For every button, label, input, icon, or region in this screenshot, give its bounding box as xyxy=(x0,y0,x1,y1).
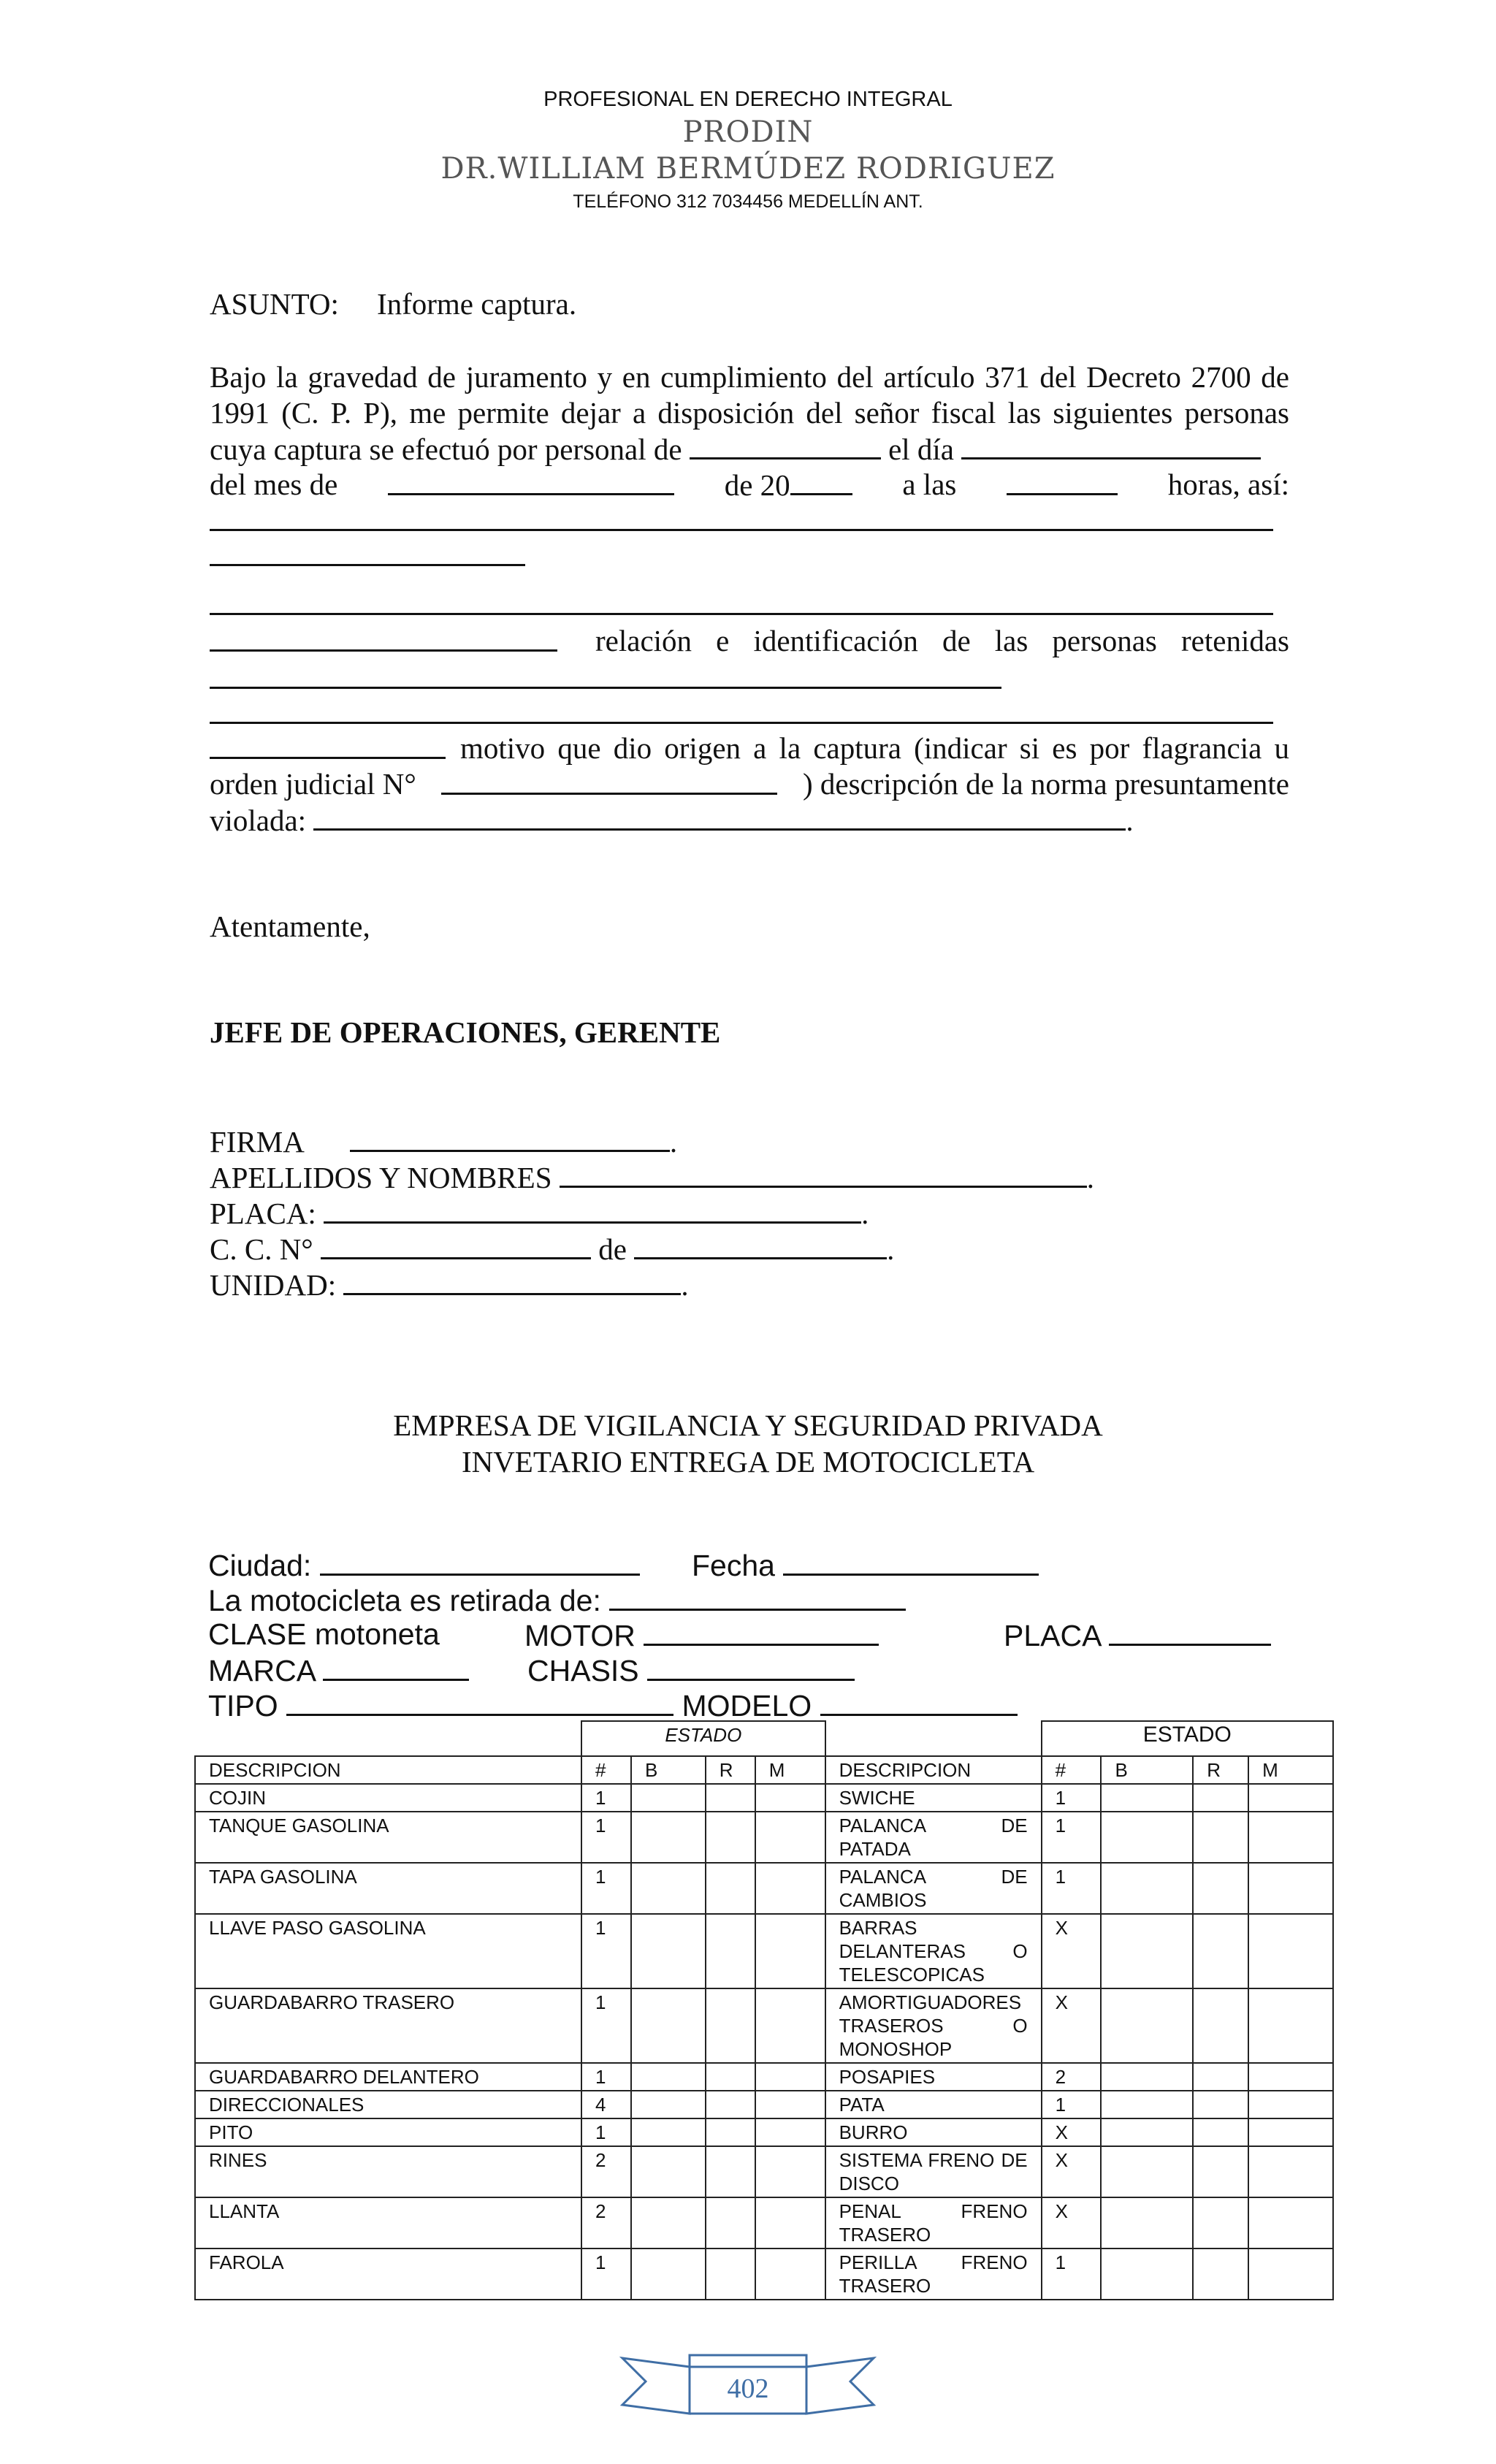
item-left-desc: DIRECCIONALES xyxy=(195,2091,581,2118)
asunto-label: ASUNTO: xyxy=(210,287,339,321)
chasis-row xyxy=(527,1652,855,1688)
estado-b-cell[interactable] xyxy=(1101,2249,1193,2300)
estado-r-cell[interactable] xyxy=(1193,1812,1248,1863)
retirada-label: La motocicleta es retirada de: xyxy=(208,1584,601,1617)
estado-header-left: ESTADO xyxy=(581,1721,825,1756)
estado-r-cell[interactable] xyxy=(1193,2249,1248,2300)
estado-b-cell[interactable] xyxy=(1101,2197,1193,2249)
estado-b-cell[interactable] xyxy=(1101,1812,1193,1863)
estado-m-cell[interactable] xyxy=(1248,2063,1333,2091)
violada-line: violada: . xyxy=(210,804,1134,837)
col-m-left: M xyxy=(755,1756,825,1784)
estado-r-cell[interactable] xyxy=(1193,1914,1248,1988)
item-right-desc: POSAPIES xyxy=(825,2063,1042,2091)
estado-b-cell[interactable] xyxy=(631,1914,706,1988)
personal-blank[interactable] xyxy=(690,431,881,459)
firma-label: FIRMA xyxy=(210,1125,305,1159)
moto-placa-blank[interactable] xyxy=(1109,1617,1271,1646)
header-phone: TELÉFONO 312 7034456 MEDELLÍN ANT. xyxy=(573,191,923,212)
cc-line: C. C. N° de . xyxy=(210,1232,895,1266)
item-right-desc: PALANCA DE PATADA xyxy=(825,1812,1042,1863)
item-right-count: X xyxy=(1042,2118,1102,2146)
item-left-count: 4 xyxy=(581,2091,631,2118)
estado-m-cell[interactable] xyxy=(1248,1988,1333,2063)
estado-m-cell[interactable] xyxy=(755,1812,825,1863)
orden-blank[interactable] xyxy=(441,766,777,795)
table-row xyxy=(195,1812,1333,1863)
item-left-count: 1 xyxy=(581,2063,631,2091)
inventory-title: INVETARIO ENTREGA DE MOTOCICLETA xyxy=(461,1445,1035,1479)
firma-line: FIRMA . xyxy=(210,1125,678,1159)
col-r-left: R xyxy=(706,1756,755,1784)
item-left-count: 1 xyxy=(581,1784,631,1812)
report-line-2: 1991 (C. P. P), me permite dejar a disposición del señor fiscal las siguientes personas xyxy=(210,396,1289,430)
estado-r-cell[interactable] xyxy=(706,2063,755,2091)
asunto-value: Informe captura. xyxy=(376,287,577,321)
marca-row xyxy=(208,1652,469,1688)
header-acronym: PRODIN xyxy=(682,115,814,149)
ciudad-blank[interactable] xyxy=(320,1547,640,1576)
cc-de-label: de xyxy=(598,1232,627,1266)
estado-r-cell[interactable] xyxy=(706,1988,755,2063)
item-right-count: 2 xyxy=(1042,2063,1102,2091)
apellidos-line: APELLIDOS Y NOMBRES . xyxy=(210,1161,1094,1194)
unidad-label: UNIDAD: xyxy=(210,1268,337,1302)
fecha-blank[interactable] xyxy=(783,1547,1039,1576)
report-line-3 xyxy=(210,431,1289,468)
captura-personal-label: cuya captura se efectuó por personal de xyxy=(210,432,682,466)
estado-b-cell[interactable] xyxy=(631,1784,706,1812)
item-right-desc: BURRO xyxy=(825,2118,1042,2146)
firma-blank[interactable] xyxy=(350,1124,670,1152)
estado-m-cell[interactable] xyxy=(755,2118,825,2146)
estado-b-cell[interactable] xyxy=(631,2091,706,2118)
item-right-count: 1 xyxy=(1042,2249,1102,2300)
estado-b-cell[interactable] xyxy=(631,2146,706,2197)
estado-m-cell[interactable] xyxy=(1248,2249,1333,2300)
estado-m-cell[interactable] xyxy=(1248,2118,1333,2146)
item-left-count: 1 xyxy=(581,1863,631,1914)
tipo-row xyxy=(208,1687,1018,1723)
item-left-desc: LLAVE PASO GASOLINA xyxy=(195,1914,581,1988)
item-left-count: 2 xyxy=(581,2146,631,2197)
estado-b-cell[interactable] xyxy=(1101,2091,1193,2118)
estado-m-cell[interactable] xyxy=(1248,2197,1333,2249)
estado-m-cell[interactable] xyxy=(755,2091,825,2118)
estado-b-cell[interactable] xyxy=(1101,1863,1193,1914)
dia-blank[interactable] xyxy=(961,431,1261,459)
apellidos-blank[interactable] xyxy=(560,1159,1087,1188)
estado-r-cell[interactable] xyxy=(706,2091,755,2118)
item-left-count: 1 xyxy=(581,2249,631,2300)
estado-r-cell[interactable] xyxy=(706,1784,755,1812)
header-firm-name: PROFESIONAL EN DERECHO INTEGRAL xyxy=(543,88,953,111)
ciudad-label: Ciudad: xyxy=(208,1549,312,1582)
relacion-blank[interactable] xyxy=(210,623,557,652)
chasis-blank[interactable] xyxy=(647,1652,855,1681)
blank-line[interactable] xyxy=(210,564,525,566)
item-left-count: 1 xyxy=(581,1988,631,2063)
report-line-1: Bajo la gravedad de juramento y en cumplimiento del artículo 371 del Decreto 2700 de xyxy=(210,360,1289,394)
estado-m-cell[interactable] xyxy=(1248,1784,1333,1812)
moto-placa-label: PLACA xyxy=(1004,1619,1101,1652)
col-m-right: M xyxy=(1248,1756,1333,1784)
horas-label: horas, así: xyxy=(1167,468,1289,501)
estado-m-cell[interactable] xyxy=(755,1988,825,2063)
estado-b-cell[interactable] xyxy=(1101,2063,1193,2091)
page-number: 402 xyxy=(727,2373,769,2404)
estado-b-cell[interactable] xyxy=(1101,1914,1193,1988)
estado-b-cell[interactable] xyxy=(1101,2146,1193,2197)
violada-blank[interactable] xyxy=(313,802,1126,831)
item-right-desc: PENAL FRENO TRASERO xyxy=(825,2197,1042,2249)
anio-label: de 20 xyxy=(724,468,790,502)
tipo-blank[interactable] xyxy=(286,1687,673,1716)
col-num-left: # xyxy=(581,1756,631,1784)
estado-m-cell[interactable] xyxy=(1248,1863,1333,1914)
estado-r-cell[interactable] xyxy=(1193,2197,1248,2249)
tipo-label: TIPO xyxy=(208,1689,278,1723)
blank-line[interactable] xyxy=(210,722,1273,724)
marca-blank[interactable] xyxy=(323,1652,469,1681)
item-right-count: X xyxy=(1042,2146,1102,2197)
inventory-table xyxy=(194,1720,1334,2300)
placa-line: PLACA: . xyxy=(210,1197,869,1230)
motor-blank[interactable] xyxy=(644,1617,879,1646)
estado-b-cell[interactable] xyxy=(631,1863,706,1914)
item-left-desc: LLANTA xyxy=(195,2197,581,2249)
table-header-row xyxy=(195,1756,1333,1784)
estado-b-cell[interactable] xyxy=(631,2249,706,2300)
estado-b-cell[interactable] xyxy=(1101,2118,1193,2146)
table-row xyxy=(195,1863,1333,1914)
table-row xyxy=(195,2146,1333,2197)
item-right-count: X xyxy=(1042,1988,1102,2063)
item-left-count: 1 xyxy=(581,2118,631,2146)
estado-m-cell[interactable] xyxy=(755,1863,825,1914)
fecha-label: Fecha xyxy=(692,1549,775,1582)
signer-title: JEFE DE OPERACIONES, GERENTE xyxy=(210,1015,721,1049)
estado-r-cell[interactable] xyxy=(706,1812,755,1863)
item-right-desc: PERILLA FRENO TRASERO xyxy=(825,2249,1042,2300)
col-b-right: B xyxy=(1101,1756,1193,1784)
table-row xyxy=(195,2063,1333,2091)
col-descripcion-right: DESCRIPCION xyxy=(825,1756,1042,1784)
marca-label: MARCA xyxy=(208,1654,315,1687)
blank-line[interactable] xyxy=(210,687,1001,689)
item-right-desc: BARRAS DELANTERAS O TELESCOPICAS xyxy=(825,1914,1042,1988)
retirada-blank[interactable] xyxy=(609,1582,906,1611)
item-left-desc: FAROLA xyxy=(195,2249,581,2300)
table-row xyxy=(195,1988,1333,2063)
table-row xyxy=(195,2118,1333,2146)
table-row xyxy=(195,2249,1333,2300)
estado-b-cell[interactable] xyxy=(631,2063,706,2091)
item-left-count: 1 xyxy=(581,1914,631,1988)
blank-line[interactable] xyxy=(210,529,1273,531)
table-row xyxy=(195,2091,1333,2118)
estado-b-cell[interactable] xyxy=(1101,1784,1193,1812)
item-left-desc: GUARDABARRO TRASERO xyxy=(195,1988,581,2063)
anio-blank[interactable] xyxy=(790,467,852,495)
table-row xyxy=(195,1784,1333,1812)
placa-blank[interactable] xyxy=(324,1195,861,1224)
estado-r-cell[interactable] xyxy=(1193,1863,1248,1914)
item-right-desc: SISTEMA FRENO DE DISCO xyxy=(825,2146,1042,2197)
closing: Atentamente, xyxy=(210,909,370,943)
estado-header-right: ESTADO xyxy=(1042,1721,1333,1756)
cc-label: C. C. N° xyxy=(210,1232,313,1266)
chasis-label: CHASIS xyxy=(527,1654,639,1687)
estado-m-cell[interactable] xyxy=(755,2146,825,2197)
col-b-left: B xyxy=(631,1756,706,1784)
relacion-label: relación e identificación de las personas retenidas xyxy=(595,624,1289,657)
item-left-count: 2 xyxy=(581,2197,631,2249)
item-left-desc: COJIN xyxy=(195,1784,581,1812)
col-r-right: R xyxy=(1193,1756,1248,1784)
motivo-blank[interactable] xyxy=(210,731,446,759)
report-line-4 xyxy=(210,467,1289,503)
retirada-row xyxy=(208,1582,906,1618)
estado-r-cell[interactable] xyxy=(1193,2118,1248,2146)
estado-m-cell[interactable] xyxy=(755,1914,825,1988)
estado-r-cell[interactable] xyxy=(1193,1784,1248,1812)
apellidos-label: APELLIDOS Y NOMBRES xyxy=(210,1161,552,1194)
estado-r-cell[interactable] xyxy=(1193,1988,1248,2063)
item-right-count: X xyxy=(1042,1914,1102,1988)
estado-b-cell[interactable] xyxy=(1101,1988,1193,2063)
fecha-row xyxy=(692,1547,1039,1583)
estado-r-cell[interactable] xyxy=(706,1863,755,1914)
mes-blank[interactable] xyxy=(388,467,674,495)
estado-m-cell[interactable] xyxy=(755,2063,825,2091)
estado-b-cell[interactable] xyxy=(631,1812,706,1863)
estado-m-cell[interactable] xyxy=(1248,1914,1333,1988)
modelo-blank[interactable] xyxy=(820,1687,1018,1716)
dia-label: el día xyxy=(888,432,955,466)
motor-row xyxy=(524,1617,879,1653)
estado-m-cell[interactable] xyxy=(755,1784,825,1812)
estado-r-cell[interactable] xyxy=(1193,2091,1248,2118)
placa-row xyxy=(1004,1617,1271,1653)
item-left-desc: TANQUE GASOLINA xyxy=(195,1812,581,1863)
inventory-company: EMPRESA DE VIGILANCIA Y SEGURIDAD PRIVADA xyxy=(393,1408,1103,1442)
estado-b-cell[interactable] xyxy=(631,2118,706,2146)
unidad-blank[interactable] xyxy=(343,1267,681,1295)
item-right-desc: AMORTIGUADORES TRASEROS O MONOSHOP xyxy=(825,1988,1042,2063)
hora-label: a las xyxy=(902,468,957,501)
modelo-label: MODELO xyxy=(682,1689,812,1723)
item-right-count: 1 xyxy=(1042,1863,1102,1914)
blank-line[interactable] xyxy=(210,613,1273,615)
item-left-desc: RINES xyxy=(195,2146,581,2197)
cc-de-blank[interactable] xyxy=(634,1231,887,1259)
table-row xyxy=(195,2197,1333,2249)
hora-blank[interactable] xyxy=(1007,467,1118,495)
item-left-count: 1 xyxy=(581,1812,631,1863)
item-left-desc: PITO xyxy=(195,2118,581,2146)
item-right-count: 1 xyxy=(1042,1812,1102,1863)
estado-m-cell[interactable] xyxy=(1248,2146,1333,2197)
item-right-count: X xyxy=(1042,2197,1102,2249)
estado-r-cell[interactable] xyxy=(706,1914,755,1988)
motivo-line xyxy=(210,731,1289,766)
placa-label: PLACA: xyxy=(210,1197,316,1230)
orden-label: orden judicial N° xyxy=(210,767,416,801)
orden-line xyxy=(210,766,1289,802)
motivo-label: motivo que dio origen a la captura (indicar si es por flagrancia u xyxy=(460,731,1289,765)
estado-b-cell[interactable] xyxy=(631,2197,706,2249)
item-right-count: 1 xyxy=(1042,1784,1102,1812)
estado-r-cell[interactable] xyxy=(706,2118,755,2146)
cc-blank[interactable] xyxy=(321,1231,591,1259)
asunto-line xyxy=(210,286,576,322)
col-descripcion-left: DESCRIPCION xyxy=(195,1756,581,1784)
clase-label: CLASE motoneta xyxy=(208,1617,440,1651)
col-num-right: # xyxy=(1042,1756,1102,1784)
motor-label: MOTOR xyxy=(524,1619,636,1652)
item-right-desc: PATA xyxy=(825,2091,1042,2118)
item-right-desc: SWICHE xyxy=(825,1784,1042,1812)
unidad-line: UNIDAD: . xyxy=(210,1268,689,1302)
estado-m-cell[interactable] xyxy=(1248,2091,1333,2118)
estado-r-cell[interactable] xyxy=(706,2197,755,2249)
estado-m-cell[interactable] xyxy=(755,2197,825,2249)
item-left-desc: TAPA GASOLINA xyxy=(195,1863,581,1914)
relacion-line xyxy=(210,623,1289,659)
item-right-desc: PALANCA DE CAMBIOS xyxy=(825,1863,1042,1914)
norma-label: ) descripción de la norma presuntamente xyxy=(802,767,1289,801)
table-row xyxy=(195,1914,1333,1988)
item-right-count: 1 xyxy=(1042,2091,1102,2118)
estado-r-cell[interactable] xyxy=(1193,2063,1248,2091)
header-lawyer-name: DR.WILLIAM BERMÚDEZ RODRIGUEZ xyxy=(440,152,1056,186)
ciudad-row xyxy=(208,1547,640,1583)
item-left-desc: GUARDABARRO DELANTERO xyxy=(195,2063,581,2091)
estado-m-cell[interactable] xyxy=(1248,1812,1333,1863)
violada-label: violada: xyxy=(210,804,307,837)
mes-label: del mes de xyxy=(210,468,338,501)
estado-r-cell[interactable] xyxy=(706,2249,755,2300)
estado-m-cell[interactable] xyxy=(755,2249,825,2300)
estado-b-cell[interactable] xyxy=(631,1988,706,2063)
estado-r-cell[interactable] xyxy=(706,2146,755,2197)
estado-r-cell[interactable] xyxy=(1193,2146,1248,2197)
